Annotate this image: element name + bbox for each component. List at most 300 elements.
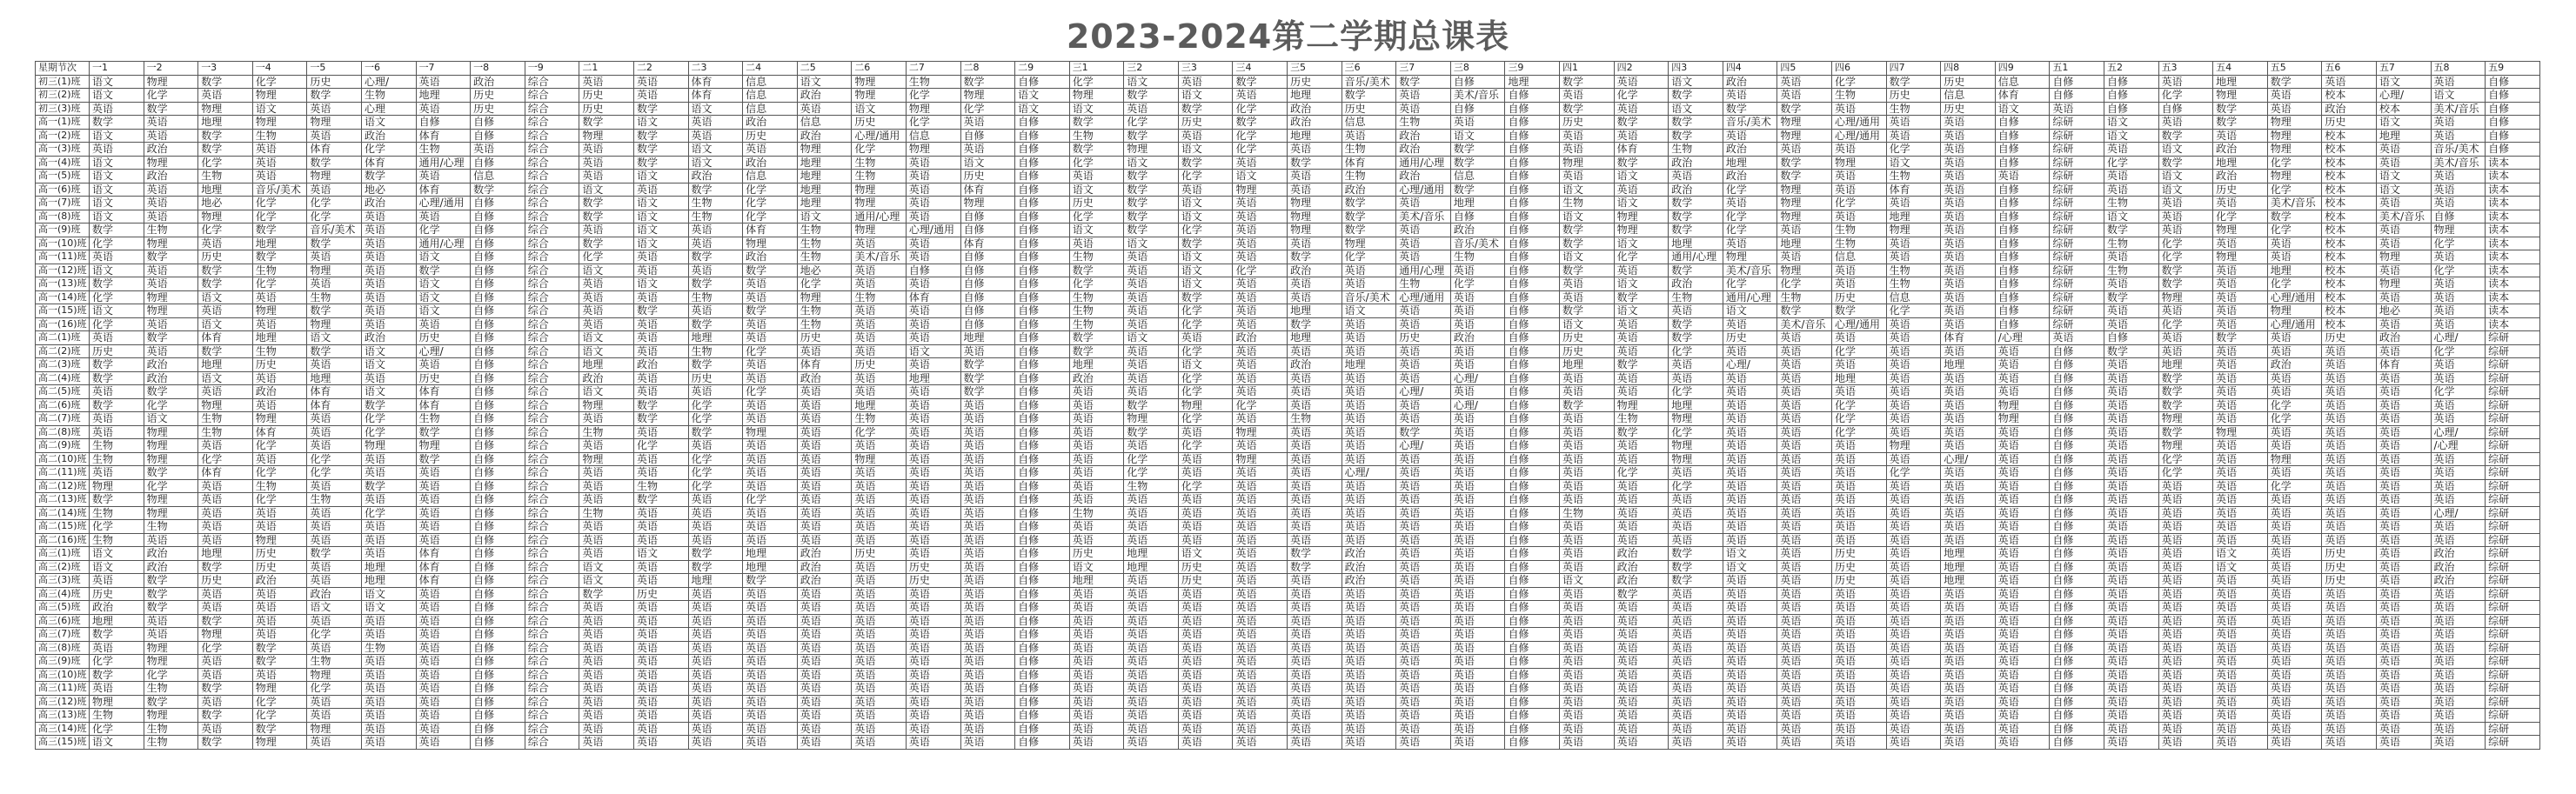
subject-cell: 英语: [1233, 317, 1288, 331]
subject-cell: 英语: [1560, 668, 1615, 682]
subject-cell: 英语: [1178, 682, 1233, 696]
subject-cell: 数学: [307, 547, 362, 561]
subject-cell: 自修: [2050, 493, 2104, 507]
subject-cell: 英语: [1396, 304, 1451, 318]
class-name-cell: 高二(9)班: [36, 439, 90, 453]
subject-cell: 物理: [416, 439, 471, 453]
subject-cell: 化学: [2104, 156, 2158, 170]
subject-cell: 英语: [1288, 398, 1342, 412]
subject-cell: 英语: [1723, 655, 1777, 669]
subject-cell: 语文: [307, 601, 362, 615]
subject-cell: 政治: [797, 560, 852, 574]
subject-cell: 综研: [2486, 547, 2540, 561]
subject-cell: 语文: [688, 102, 743, 116]
subject-cell: 英语: [1342, 655, 1396, 669]
subject-cell: 自修: [471, 587, 525, 601]
subject-cell: 自修: [1995, 116, 2050, 130]
subject-cell: 数学: [579, 197, 634, 210]
subject-cell: 历史: [90, 587, 144, 601]
subject-cell: 语文: [307, 331, 362, 345]
subject-cell: 英语: [688, 736, 743, 750]
subject-cell: 英语: [2267, 641, 2322, 655]
subject-cell: 综合: [525, 290, 579, 304]
subject-cell: 英语: [1288, 628, 1342, 642]
subject-cell: 综合: [525, 520, 579, 534]
subject-cell: 自修: [1015, 560, 1070, 574]
subject-cell: 化学: [252, 75, 307, 89]
subject-cell: 英语: [1941, 183, 1996, 197]
subject-cell: 历史: [1832, 290, 1887, 304]
subject-cell: 自修: [960, 304, 1015, 318]
subject-cell: 英语: [2376, 682, 2431, 696]
subject-cell: 英语: [198, 520, 253, 534]
subject-cell: 英语: [416, 682, 471, 696]
subject-cell: 物理: [2267, 452, 2322, 466]
subject-cell: 政治: [2322, 102, 2377, 116]
subject-cell: 英语: [960, 425, 1015, 439]
subject-cell: 英语: [2431, 277, 2486, 291]
subject-cell: 化学: [1124, 116, 1179, 130]
subject-cell: 英语: [1832, 533, 1887, 547]
subject-cell: 语文: [361, 385, 416, 399]
subject-cell: 物理: [906, 143, 960, 157]
subject-cell: 政治: [1069, 371, 1124, 385]
subject-cell: 化学: [1069, 156, 1124, 170]
class-name-cell: 高二(16)班: [36, 533, 90, 547]
subject-cell: 综合: [525, 331, 579, 345]
subject-cell: 英语: [579, 304, 634, 318]
subject-cell: 英语: [852, 641, 907, 655]
subject-cell: 英语: [633, 695, 688, 709]
subject-cell: 英语: [1342, 695, 1396, 709]
subject-cell: 自修: [960, 129, 1015, 143]
subject-cell: 化学: [852, 425, 907, 439]
table-row: [36, 197, 2540, 210]
subject-cell: 信息: [1342, 116, 1396, 130]
subject-cell: 英语: [1069, 655, 1124, 669]
subject-cell: 英语: [2267, 695, 2322, 709]
subject-cell: 心理/通用: [852, 129, 907, 143]
subject-cell: 化学: [688, 412, 743, 426]
subject-cell: 自修: [471, 304, 525, 318]
subject-cell: 数学: [198, 344, 253, 358]
subject-cell: 英语: [1723, 371, 1777, 385]
subject-cell: 英语: [1777, 75, 1832, 89]
subject-cell: 英语: [2104, 439, 2158, 453]
subject-cell: 语文: [1178, 89, 1233, 103]
subject-cell: 语文: [633, 547, 688, 561]
schedule-table-wrapper: [35, 61, 2540, 750]
header-period-cell: 五1: [2050, 62, 2104, 76]
subject-cell: 英语: [1723, 695, 1777, 709]
subject-cell: 英语: [90, 331, 144, 345]
subject-cell: 英语: [2104, 520, 2158, 534]
header-period-cell: 一1: [90, 62, 144, 76]
subject-cell: 综合: [525, 224, 579, 237]
subject-cell: 英语: [2158, 601, 2213, 615]
subject-cell: 英语: [2213, 493, 2268, 507]
subject-cell: 英语: [1124, 493, 1179, 507]
subject-cell: 自修: [2050, 533, 2104, 547]
subject-cell: 自修: [1015, 210, 1070, 224]
class-name-cell: 高二(10)班: [36, 452, 90, 466]
subject-cell: 自修: [471, 574, 525, 588]
subject-cell: 自修: [1015, 277, 1070, 291]
subject-cell: 英语: [144, 628, 198, 642]
subject-cell: 历史: [1178, 574, 1233, 588]
class-name-cell: 高一(2)班: [36, 129, 90, 143]
subject-cell: 化学: [252, 709, 307, 723]
subject-cell: 英语: [1124, 385, 1179, 399]
subject-cell: 校本: [2322, 304, 2377, 318]
subject-cell: 英语: [960, 344, 1015, 358]
subject-cell: 英语: [2213, 506, 2268, 520]
subject-cell: 英语: [633, 290, 688, 304]
subject-cell: 化学: [307, 197, 362, 210]
subject-cell: 化学: [743, 183, 798, 197]
class-name-cell: 高三(1)班: [36, 547, 90, 561]
subject-cell: 英语: [2104, 574, 2158, 588]
subject-cell: 政治: [1342, 574, 1396, 588]
subject-cell: 综合: [525, 317, 579, 331]
subject-cell: 英语: [1069, 520, 1124, 534]
subject-cell: 英语: [960, 587, 1015, 601]
subject-cell: 英语: [1832, 695, 1887, 709]
subject-cell: 英语: [688, 722, 743, 736]
subject-cell: 英语: [1396, 628, 1451, 642]
subject-cell: 英语: [1614, 655, 1669, 669]
subject-cell: 政治: [797, 574, 852, 588]
subject-cell: 数学: [90, 358, 144, 372]
subject-cell: 化学: [688, 466, 743, 480]
subject-cell: 地理: [1832, 371, 1887, 385]
class-name-cell: 高一(10)班: [36, 237, 90, 250]
subject-cell: 校本: [2322, 143, 2377, 157]
subject-cell: 英语: [1069, 533, 1124, 547]
subject-cell: 英语: [2431, 290, 2486, 304]
subject-cell: 语文: [1886, 156, 1941, 170]
subject-cell: 政治: [1288, 358, 1342, 372]
subject-cell: 数学: [2213, 116, 2268, 130]
subject-cell: 英语: [579, 601, 634, 615]
subject-cell: 生物: [1832, 89, 1887, 103]
subject-cell: 英语: [2322, 736, 2377, 750]
subject-cell: 英语: [688, 641, 743, 655]
subject-cell: 地理: [198, 358, 253, 372]
subject-cell: 生物: [1396, 277, 1451, 291]
subject-cell: 物理: [144, 439, 198, 453]
subject-cell: 英语: [1560, 601, 1615, 615]
subject-cell: 英语: [960, 668, 1015, 682]
subject-cell: 英语: [2213, 533, 2268, 547]
subject-cell: 英语: [1178, 331, 1233, 345]
subject-cell: 心理/: [2376, 89, 2431, 103]
subject-cell: 英语: [1995, 736, 2050, 750]
subject-cell: 英语: [1777, 224, 1832, 237]
subject-cell: 化学: [1178, 304, 1233, 318]
subject-cell: 英语: [1450, 425, 1505, 439]
subject-cell: 综研: [2486, 412, 2540, 426]
subject-cell: 英语: [1288, 655, 1342, 669]
subject-cell: 生物: [1832, 237, 1887, 250]
subject-cell: 信息: [743, 170, 798, 183]
subject-cell: 历史: [471, 89, 525, 103]
subject-cell: 数学: [1614, 116, 1669, 130]
subject-cell: 综合: [525, 547, 579, 561]
subject-cell: 英语: [1288, 385, 1342, 399]
subject-cell: 英语: [960, 398, 1015, 412]
subject-cell: 英语: [2158, 479, 2213, 493]
subject-cell: 英语: [797, 425, 852, 439]
subject-cell: 物理: [144, 237, 198, 250]
subject-cell: 英语: [2376, 520, 2431, 534]
subject-cell: 自修: [2486, 75, 2540, 89]
header-period-cell: 四8: [1941, 62, 1996, 76]
subject-cell: 英语: [1614, 102, 1669, 116]
subject-cell: 英语: [1832, 722, 1887, 736]
subject-cell: 地理: [797, 170, 852, 183]
subject-cell: 音乐/美术: [1342, 290, 1396, 304]
subject-cell: 英语: [743, 143, 798, 157]
subject-cell: 自修: [471, 197, 525, 210]
subject-cell: 语文: [1233, 170, 1288, 183]
subject-cell: 自修: [1505, 89, 1560, 103]
subject-cell: 英语: [1288, 506, 1342, 520]
subject-cell: 自修: [1015, 237, 1070, 250]
subject-cell: 综合: [525, 385, 579, 399]
subject-cell: 物理: [144, 709, 198, 723]
subject-cell: 政治: [743, 156, 798, 170]
subject-cell: 英语: [1886, 641, 1941, 655]
subject-cell: 信息: [1941, 89, 1996, 103]
header-period-cell: 二5: [797, 62, 852, 76]
class-name-cell: 高一(6)班: [36, 183, 90, 197]
subject-cell: 英语: [2158, 628, 2213, 642]
subject-cell: 英语: [960, 547, 1015, 561]
subject-cell: 英语: [2104, 533, 2158, 547]
subject-cell: 自修: [471, 493, 525, 507]
subject-cell: 自修: [2050, 479, 2104, 493]
subject-cell: 英语: [906, 587, 960, 601]
subject-cell: 英语: [906, 317, 960, 331]
subject-cell: 英语: [1777, 250, 1832, 264]
subject-cell: 英语: [688, 520, 743, 534]
subject-cell: 英语: [1941, 466, 1996, 480]
subject-cell: 化学: [2158, 466, 2213, 480]
subject-cell: 语文: [1178, 358, 1233, 372]
subject-cell: 英语: [198, 533, 253, 547]
subject-cell: 英语: [1288, 601, 1342, 615]
subject-cell: 英语: [1995, 506, 2050, 520]
subject-cell: 化学: [198, 641, 253, 655]
subject-cell: 英语: [361, 520, 416, 534]
subject-cell: 政治: [1450, 331, 1505, 345]
subject-cell: 物理: [307, 722, 362, 736]
subject-cell: 自修: [1505, 183, 1560, 197]
subject-cell: 语文: [2376, 170, 2431, 183]
subject-cell: 自修: [1450, 210, 1505, 224]
class-name-cell: 高二(4)班: [36, 371, 90, 385]
subject-cell: 体育: [307, 398, 362, 412]
subject-cell: 物理: [144, 156, 198, 170]
subject-cell: 信息: [797, 116, 852, 130]
subject-cell: 英语: [2213, 466, 2268, 480]
subject-cell: 英语: [1723, 601, 1777, 615]
subject-cell: 生物: [688, 197, 743, 210]
subject-cell: 英语: [579, 277, 634, 291]
subject-cell: 语文: [416, 250, 471, 264]
subject-cell: 英语: [1886, 398, 1941, 412]
subject-cell: 英语: [2104, 601, 2158, 615]
subject-cell: 化学: [1669, 479, 1723, 493]
subject-cell: 自修: [1505, 116, 1560, 130]
subject-cell: 历史: [252, 358, 307, 372]
subject-cell: 体育: [198, 466, 253, 480]
subject-cell: 英语: [2104, 250, 2158, 264]
subject-cell: 英语: [1342, 452, 1396, 466]
subject-cell: 化学: [1069, 75, 1124, 89]
subject-cell: 英语: [1941, 709, 1996, 723]
subject-cell: 英语: [1941, 682, 1996, 696]
subject-cell: 英语: [1886, 709, 1941, 723]
subject-cell: 英语: [1886, 533, 1941, 547]
subject-cell: 语文: [579, 264, 634, 277]
subject-cell: 数学: [1777, 170, 1832, 183]
subject-cell: 英语: [1233, 479, 1288, 493]
subject-cell: 生物: [1450, 250, 1505, 264]
subject-cell: 英语: [1941, 587, 1996, 601]
subject-cell: 自修: [1505, 722, 1560, 736]
subject-cell: 数学: [1342, 89, 1396, 103]
subject-cell: 英语: [1069, 695, 1124, 709]
subject-cell: 英语: [2267, 533, 2322, 547]
subject-cell: 英语: [1178, 452, 1233, 466]
subject-cell: 英语: [2322, 641, 2377, 655]
subject-cell: 自修: [2050, 560, 2104, 574]
subject-cell: 心理/: [1941, 452, 1996, 466]
subject-cell: 英语: [1832, 655, 1887, 669]
subject-cell: 自修: [2104, 102, 2158, 116]
subject-cell: 英语: [361, 317, 416, 331]
subject-cell: 英语: [90, 574, 144, 588]
subject-cell: 英语: [2158, 574, 2213, 588]
subject-cell: 自修: [960, 210, 1015, 224]
subject-cell: 英语: [1723, 628, 1777, 642]
subject-cell: 英语: [252, 452, 307, 466]
subject-cell: 物理: [2267, 129, 2322, 143]
subject-cell: 英语: [1342, 641, 1396, 655]
subject-cell: 英语: [1777, 695, 1832, 709]
subject-cell: 英语: [2267, 371, 2322, 385]
subject-cell: 政治: [2431, 560, 2486, 574]
subject-cell: 英语: [144, 183, 198, 197]
subject-cell: 物理: [1669, 439, 1723, 453]
subject-cell: 自修: [1995, 317, 2050, 331]
subject-cell: 自修: [471, 655, 525, 669]
header-period-cell: 一9: [525, 62, 579, 76]
subject-cell: 语文: [416, 304, 471, 318]
subject-cell: 自修: [1505, 587, 1560, 601]
table-row: [36, 75, 2540, 89]
subject-cell: 英语: [307, 358, 362, 372]
subject-cell: 数学: [2158, 277, 2213, 291]
subject-cell: 英语: [633, 614, 688, 628]
subject-cell: 英语: [2158, 197, 2213, 210]
subject-cell: 综研: [2486, 736, 2540, 750]
subject-cell: 数学: [144, 587, 198, 601]
subject-cell: 地理: [361, 560, 416, 574]
subject-cell: 英语: [852, 695, 907, 709]
subject-cell: 英语: [307, 479, 362, 493]
subject-cell: 综研: [2486, 479, 2540, 493]
subject-cell: 英语: [1450, 317, 1505, 331]
subject-cell: 历史: [1396, 331, 1451, 345]
subject-cell: 综研: [2486, 439, 2540, 453]
subject-cell: 英语: [797, 385, 852, 399]
subject-cell: 英语: [633, 452, 688, 466]
subject-cell: 英语: [906, 170, 960, 183]
subject-cell: 英语: [1342, 493, 1396, 507]
subject-cell: 英语: [1233, 371, 1288, 385]
subject-cell: 综合: [525, 304, 579, 318]
subject-cell: 读本: [2486, 197, 2540, 210]
subject-cell: 政治: [1669, 277, 1723, 291]
subject-cell: 英语: [579, 628, 634, 642]
subject-cell: 英语: [416, 655, 471, 669]
subject-cell: 政治: [144, 371, 198, 385]
subject-cell: 数学: [1669, 129, 1723, 143]
subject-cell: 英语: [2104, 143, 2158, 157]
subject-cell: 英语: [906, 331, 960, 345]
subject-cell: 英语: [1614, 506, 1669, 520]
subject-cell: 数学: [198, 682, 253, 696]
subject-cell: 物理: [2267, 170, 2322, 183]
subject-cell: 英语: [2431, 722, 2486, 736]
subject-cell: 数学: [1124, 398, 1179, 412]
subject-cell: 化学: [307, 466, 362, 480]
subject-cell: 物理: [198, 398, 253, 412]
subject-cell: 英语: [2431, 709, 2486, 723]
class-name-cell: 高二(8)班: [36, 425, 90, 439]
subject-cell: 语文: [2158, 143, 2213, 157]
subject-cell: 英语: [1124, 682, 1179, 696]
subject-cell: 化学: [90, 290, 144, 304]
subject-cell: 数学: [1614, 290, 1669, 304]
subject-cell: 物理: [307, 116, 362, 130]
subject-cell: 英语: [307, 736, 362, 750]
subject-cell: 英语: [1124, 587, 1179, 601]
subject-cell: 自修: [1505, 709, 1560, 723]
subject-cell: 语文: [1124, 75, 1179, 89]
subject-cell: 政治: [633, 358, 688, 372]
subject-cell: 数学: [252, 250, 307, 264]
subject-cell: 化学: [1069, 277, 1124, 291]
subject-cell: 英语: [797, 398, 852, 412]
table-row: [36, 493, 2540, 507]
subject-cell: 英语: [1233, 722, 1288, 736]
subject-cell: 数学: [198, 143, 253, 157]
subject-cell: 英语: [1723, 466, 1777, 480]
subject-cell: 英语: [1396, 344, 1451, 358]
subject-cell: 英语: [1178, 722, 1233, 736]
subject-cell: 数学: [1560, 75, 1615, 89]
subject-cell: 英语: [307, 439, 362, 453]
subject-cell: 英语: [2104, 560, 2158, 574]
subject-cell: 英语: [2431, 736, 2486, 750]
subject-cell: 英语: [1941, 290, 1996, 304]
subject-cell: 综合: [525, 533, 579, 547]
subject-cell: 校本: [2376, 102, 2431, 116]
